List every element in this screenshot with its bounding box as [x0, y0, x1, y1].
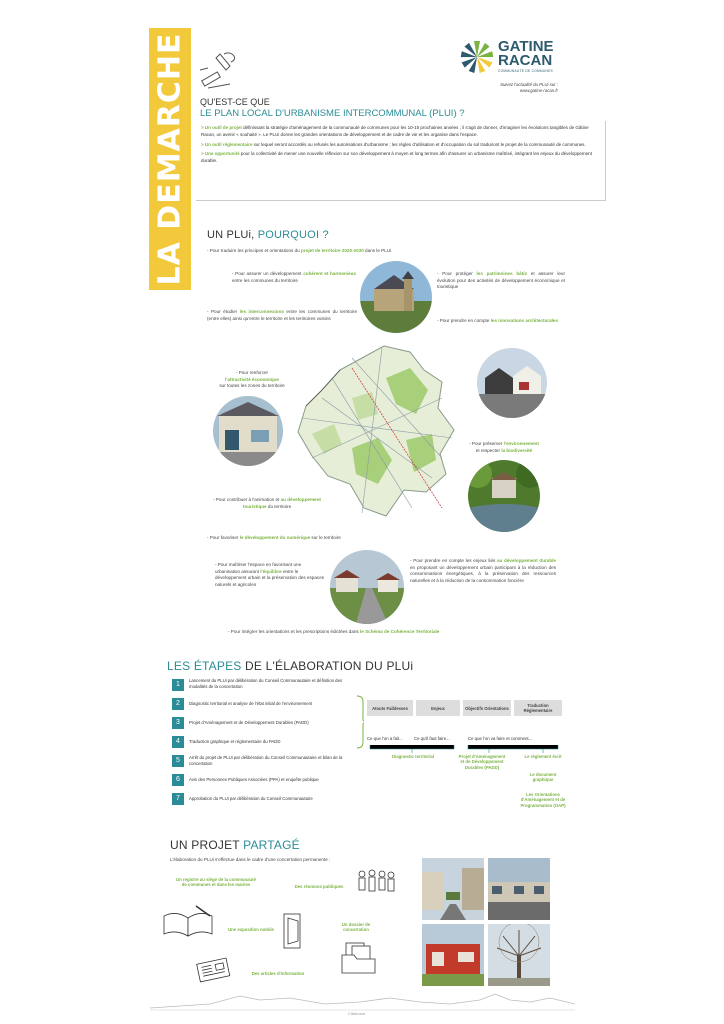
puzzle-piece: Enjeux	[416, 700, 460, 716]
reason-item	[207, 309, 357, 322]
step-number: 2	[172, 698, 184, 710]
reason-a: - Pour favoriser	[207, 535, 240, 540]
reason-item	[458, 441, 550, 454]
output-oap: Les Orientations d'Aménagement et de Programmation (OAP)	[520, 792, 566, 808]
puzzle-piece: Objectifs Orientations	[463, 700, 511, 716]
reason-c: entre les communes du territoire (entre elles) ainsi qu'entre le territoire et les territoires voisins	[207, 309, 357, 321]
intro-paragraph	[201, 150, 597, 165]
etapes-title	[167, 659, 413, 673]
reason-a: - Pour contribuer à l'animation et	[213, 497, 281, 502]
open-book-icon	[162, 902, 218, 938]
pourquoi-lead	[207, 248, 507, 255]
reason-a: - Pour protéger	[437, 271, 477, 276]
reason-a: - Pour prendre en compte	[437, 318, 491, 323]
residential-street-photo	[330, 550, 404, 624]
reason-a: - Pour renforcer	[235, 370, 269, 375]
partage-title-a: UN PROJET	[170, 838, 244, 852]
reason-d: la biodiversité	[501, 447, 533, 453]
lead-b: projet de territoire 2020-2030	[300, 248, 364, 253]
caption-done: Ce que l'on a fait...	[367, 736, 403, 741]
pourquoi-title-a: UN PLUi,	[207, 229, 258, 241]
caption-lines	[367, 743, 567, 753]
reason-c: du territoire	[266, 503, 292, 509]
reason-item	[207, 370, 297, 390]
street-photo-1	[422, 858, 484, 920]
output-diagnostic: Diagnostic territorial	[391, 754, 435, 759]
reason-c: entre le développement urbain et la préservation des espaces naturels et agricoles	[215, 568, 325, 587]
reason-item	[410, 558, 556, 584]
step-number: 7	[172, 793, 184, 805]
reason-b: les patrimoines bâtis	[476, 271, 528, 276]
building-photo	[422, 924, 484, 986]
means-dossier: Un dossier de concertation	[341, 922, 371, 933]
intro-lead: > Un outil réglementaire	[201, 141, 253, 147]
lead-a: - Pour traduire les principes et orientations du	[207, 248, 301, 253]
reason-b: le Schéma de Cohérence Territoriale	[360, 629, 440, 634]
newspaper-icon	[192, 955, 234, 983]
step-number: 3	[172, 717, 184, 729]
puzzle-piece: Traduction Réglementaire	[514, 700, 562, 716]
step-text: Avis des Personnes Publiques Associées (PPA) et enquête publique	[189, 777, 319, 782]
pourquoi-title-b: POURQUOI ?	[257, 229, 329, 241]
step-text: Approbation du PLUi par délibération du Conseil Communautaire	[189, 796, 313, 801]
reason-c: sur toutes les zones du territoire	[219, 383, 285, 388]
step-text: Projet d'Aménagement et de Développement Durables (PADD)	[189, 720, 309, 725]
reason-c: en proposant un développement urbain participant à la réduction des consommations énergétiques, à la préservation des ressources naturelles et à la réduction de la consommation foncière	[410, 564, 556, 583]
question-line2: LE PLAN LOCAL D'URBANISME INTERCOMMUNAL (PLUI) ?	[200, 108, 465, 119]
puzzle-piece: Atouts Faiblesses	[367, 700, 413, 716]
reason-item	[437, 271, 565, 291]
step-number: 5	[172, 755, 184, 767]
intro-lead: > Un outil de projet	[201, 125, 242, 130]
follow-line1: Suivez l'actualité du PLUi sur :	[500, 82, 558, 87]
reason-c: sur le territoire	[310, 535, 341, 540]
reason-a: - Pour maîtriser l'espace en favorisant une urbanisation assurant	[215, 562, 302, 574]
logo-brand-line2: RACAN	[498, 52, 553, 69]
website-link[interactable]: www.gatine-racan.fr	[520, 88, 558, 93]
step-text: Lancement du PLUi par délibération du Conseil Communautaire et définition des modalités de la concertation	[189, 678, 343, 689]
question-line1: QU'EST-CE QUE	[200, 97, 270, 107]
means-registre: Un registre au siège de la communauté de communes et dans les mairies	[176, 877, 256, 888]
reason-b: les innovations architecturales	[490, 318, 559, 323]
reason-b: l'environnement	[503, 441, 539, 446]
logo-subtitle: COMMUNAUTÉ DE COMMUNES	[498, 69, 553, 73]
reason-b: l'attractivité économique	[225, 376, 279, 382]
river-nature-photo	[468, 460, 540, 532]
banner-title: LA DEMARCHE	[152, 32, 188, 286]
reason-b: les interconnexions	[239, 309, 284, 314]
follow-info	[468, 82, 558, 94]
pencil-illustration-icon	[196, 50, 242, 94]
intro-text: pour la collectivité de mener une nouvelle réflexion sur son développement à moyen et long termes afin d'assurer un urbanisme maîtrisé, intégrant les enjeux du développement durable.	[201, 150, 592, 164]
reason-c: et respecter	[475, 447, 502, 453]
reason-item	[232, 271, 356, 284]
reason-c: entre les communes du territoire	[232, 277, 298, 283]
reason-b: au développement durable	[496, 558, 556, 563]
castle-photo	[360, 261, 432, 333]
street-photo-2	[488, 858, 550, 920]
reason-a: - Pour prendre en compte les enjeux liés	[410, 558, 497, 563]
means-articles: Des articles d'information	[251, 971, 305, 976]
step-text: Traduction graphique et réglementaire du PADD	[189, 739, 281, 744]
reason-item	[228, 629, 528, 636]
intro-text: sur lequel seront accordés ou refusés les autorisations d'urbanisme ; les règles d'utilisation et d'occupation du sol traduiront le projet de la communauté de communes.	[252, 141, 586, 147]
tree-photo	[488, 924, 550, 986]
reason-a: - Pour préserver	[469, 441, 504, 446]
reason-c: et assurer leur évolution pour des activités de développement économique et touristique	[437, 271, 566, 289]
output-graphique: Le document graphique	[529, 772, 557, 783]
step-number: 6	[172, 774, 184, 786]
partage-title-b: PARTAGÉ	[243, 838, 300, 852]
etapes-title-b: DE L'ÉLABORATION DU PLUi	[241, 659, 414, 673]
step-text: Arrêt du projet de PLUi par délibération du Conseil Communautaire et bilan de la concertation	[189, 755, 343, 766]
caption-how: Ce que l'on va faire et comment...	[468, 736, 533, 741]
intro-lead: > Une opportunité	[201, 150, 240, 156]
intro-box	[196, 121, 606, 201]
step-text: Diagnostic territorial et analyse de l'état initial de l'environnement	[189, 701, 313, 706]
modern-house-photo	[477, 348, 547, 418]
means-reunions: Des réunions publiques	[294, 884, 344, 889]
reason-item	[207, 535, 507, 542]
pourquoi-title	[207, 229, 329, 241]
town-shop-photo	[213, 396, 283, 466]
partage-lead: L'élaboration du PLUi s'effectue dans le cadre d'une concertation permanente :	[170, 857, 331, 862]
reason-b: au développement touristique	[242, 497, 321, 509]
step-number: 4	[172, 736, 184, 748]
logo-brand-line1: GATINE	[498, 38, 554, 55]
partage-title	[170, 838, 300, 852]
output-reglement: Le règlement écrit	[524, 754, 562, 759]
reason-a: - Pour étudier	[207, 309, 240, 314]
door-panel-icon	[282, 912, 306, 952]
reason-item	[437, 318, 565, 325]
signature: Cittanova	[348, 1011, 365, 1016]
means-exposition: Une exposition mobile	[228, 927, 274, 932]
intro-paragraph	[201, 124, 597, 139]
folder-documents-icon	[340, 941, 378, 975]
caption-todo: Ce qu'il faut faire...	[414, 736, 450, 741]
intro-text: définissant la stratégie d'aménagement de la communauté de communes pour les 10-15 prochaines années ; il s'agit de donner, d'imaginer les évolutions tangibles de Gâtine Racan, un avenir « souhaité ». Le PLUi donne les grandes orientations de développement et de cadre de vie et les organise dans l'espace.	[201, 125, 589, 138]
reason-b: le développement du numérique	[239, 535, 311, 540]
reason-a: - Pour intégrer les orientations et les prescriptions édictées dans	[228, 629, 361, 634]
side-banner	[149, 28, 191, 290]
output-padd: Projet d'Aménagement et de Développement Durables (PADD)	[458, 754, 506, 770]
step-number: 1	[172, 679, 184, 691]
intro-paragraph	[201, 141, 597, 148]
steps-bracket	[356, 695, 364, 749]
territory-map	[292, 338, 462, 528]
reason-a: - Pour assurer un développement	[232, 271, 304, 276]
reason-b: cohérent et harmonieux	[303, 271, 356, 276]
reason-b: l'équilibre	[260, 568, 282, 574]
reason-item	[215, 562, 327, 588]
etapes-title-a: LES ÉTAPES	[167, 659, 242, 673]
lead-c: dans le PLUi	[363, 248, 392, 253]
people-group-icon	[355, 868, 397, 904]
